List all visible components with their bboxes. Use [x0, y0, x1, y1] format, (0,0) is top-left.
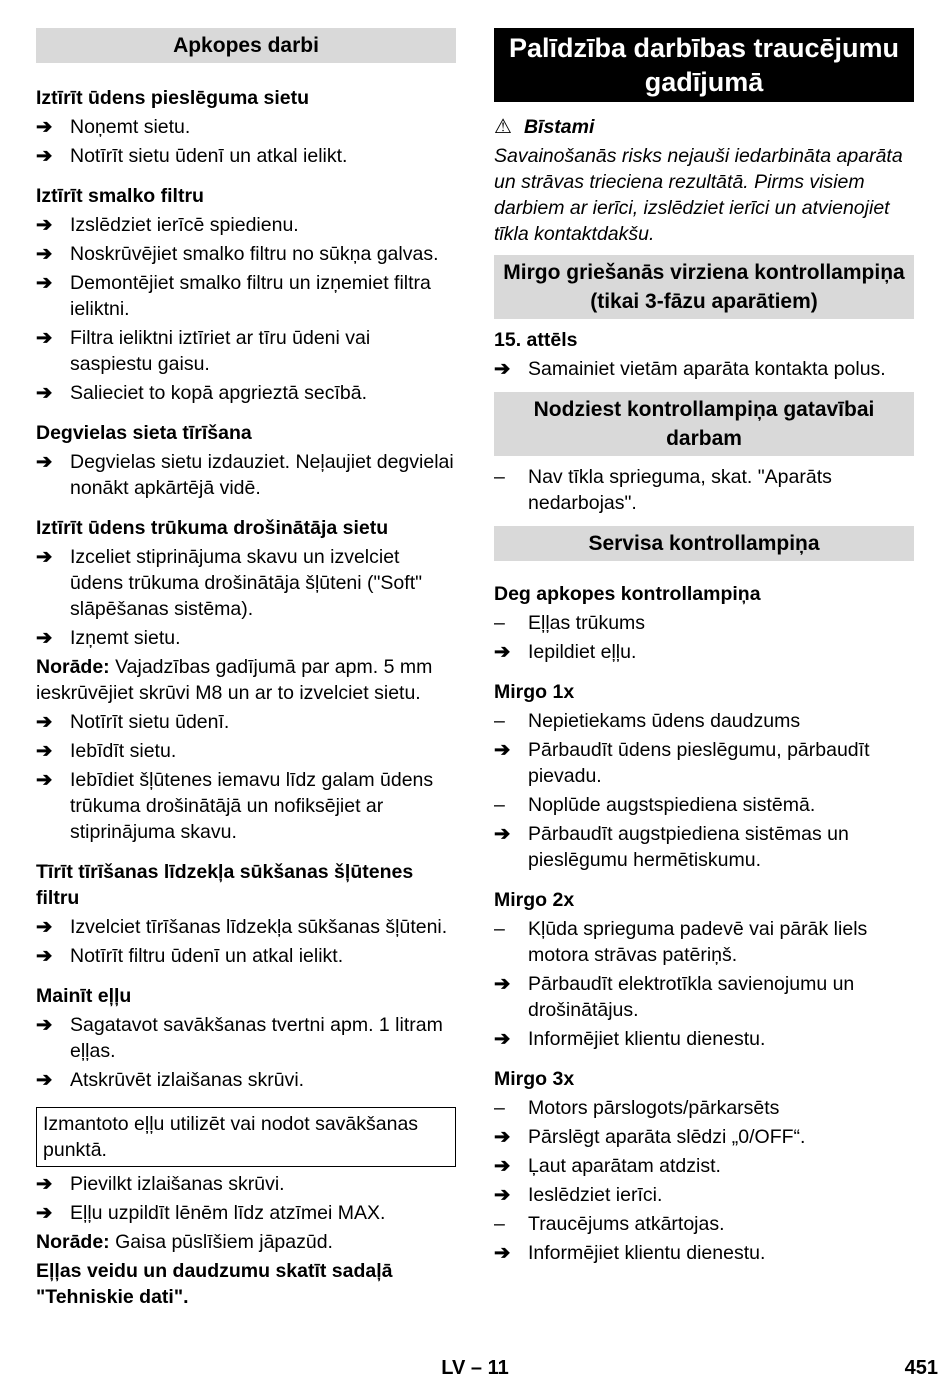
list-item	[36, 114, 456, 140]
arrow-right-icon: ➔	[494, 1126, 511, 1148]
list-item-text: Atskrūvēt izlaišanas skrūvi.	[70, 1069, 305, 1091]
fuel-sieve-steps	[36, 449, 456, 501]
note-2: Norāde: Gaisa pūslīšiem jāpazūd.	[36, 1231, 333, 1253]
list-item-text: Izceliet stiprinājuma skavu un izvelciet ūdens trūkuma drošinātāja šļūteni ("Soft" slāpēšanas sistēma).	[70, 546, 423, 620]
list-item-text: Pārbaudīt ūdens pieslēgumu, pārbaudīt pievadu.	[528, 739, 870, 787]
blink-2x-title: Mirgo 2x	[494, 889, 575, 911]
blink-1x-title: Mirgo 1x	[494, 681, 575, 703]
list-item	[36, 709, 456, 735]
arrow-right-icon: ➔	[494, 641, 511, 663]
water-shortage-sieve-title: Iztīrīt ūdens trūkuma drošinātāja sietu	[36, 517, 389, 539]
list-item-text: Kļūda sprieguma padevē vai pārāk liels motora strāvas patēriņš.	[528, 918, 868, 966]
list-item-text: Izņemt sietu.	[70, 627, 181, 649]
water-inlet-sieve-title: Iztīrīt ūdens pieslēguma sietu	[36, 87, 310, 109]
list-item-text: Nepietiekams ūdens daudzums	[528, 710, 801, 732]
list-item-text: Demontējiet smalko filtru un izņemiet filtra ieliktni.	[70, 272, 431, 320]
dash-bullet: –	[494, 1213, 505, 1235]
arrow-right-icon: ➔	[36, 627, 53, 649]
danger-text: Savainošanās risks nejauši iedarbināta aparāta un strāvas trieciena rezultātā. Pirms visiem darbiem ar ierīci, izslēdziet ierīci un atvienojiet tīkla kontaktdakšu.	[494, 145, 903, 245]
list-item	[36, 943, 456, 969]
list-item-text: Pārslēgt aparāta slēdzi „0/OFF“.	[528, 1126, 806, 1148]
water-inlet-sieve-steps	[36, 114, 456, 169]
figure-ref: 15. attēls	[494, 329, 578, 351]
right-column	[494, 28, 914, 1266]
list-item-text: Degvielas sietu izdauziet. Neļaujiet degvielai nonākt apkārtējā vidē.	[70, 451, 454, 499]
arrow-right-icon: ➔	[36, 145, 53, 167]
list-item-text: Noplūde augstspiediena sistēmā.	[528, 794, 816, 816]
water-shortage-steps-a	[36, 544, 456, 651]
dash-bullet: –	[494, 466, 505, 488]
list-item	[36, 914, 456, 940]
arrow-right-icon: ➔	[494, 973, 511, 995]
arrow-right-icon: ➔	[36, 451, 53, 473]
list-item-text: Informējiet klientu dienestu.	[528, 1028, 766, 1050]
arrow-right-icon: ➔	[36, 711, 53, 733]
list-item	[36, 143, 456, 169]
list-item-text: Nav tīkla sprieguma, skat. "Aparāts nedarbojas".	[528, 466, 832, 514]
left-column	[36, 28, 456, 1310]
page-label: LV – 11	[441, 1357, 509, 1379]
warning-triangle-icon: ⚠	[494, 116, 512, 138]
arrow-right-icon: ➔	[494, 1028, 511, 1050]
oil-change-steps-a	[36, 1012, 456, 1093]
ready-lamp-steps	[494, 464, 914, 516]
list-item-text: Informējiet klientu dienestu.	[528, 1242, 766, 1264]
blink-2x-steps	[494, 916, 914, 1052]
detergent-filter-title: Tīrīt tīrīšanas līdzekļa sūkšanas šļūtenes filtru	[36, 861, 414, 909]
maintenance-header: Apkopes darbi	[36, 28, 456, 63]
list-item	[494, 821, 914, 873]
list-item-text: Izslēdziet ierīcē spiedienu.	[70, 214, 299, 236]
list-item-text: Traucējums atkārtojas.	[528, 1213, 725, 1235]
arrow-right-icon: ➔	[36, 916, 53, 938]
fine-filter-steps	[36, 212, 456, 406]
oil-change-steps-b	[36, 1171, 456, 1226]
list-item-text: Iebīdīt sietu.	[70, 740, 177, 762]
list-item	[494, 1182, 914, 1208]
maintenance-lamp-title: Deg apkopes kontrollampiņa	[494, 583, 761, 605]
list-item	[36, 544, 456, 622]
oil-disposal-box: Izmantoto eļļu utilizēt vai nodot savākšanas punktā.	[36, 1107, 456, 1167]
blink-3x-steps	[494, 1095, 914, 1266]
detergent-filter-steps	[36, 914, 456, 969]
arrow-right-icon: ➔	[36, 1069, 53, 1091]
arrow-right-icon: ➔	[36, 214, 53, 236]
arrow-right-icon: ➔	[36, 769, 53, 791]
rotation-lamp-header: Mirgo griešanās virziena kontrollampiņa (tikai 3-fāzu aparātiem)	[494, 255, 914, 319]
list-item	[494, 1240, 914, 1266]
list-item-text: Ieslēdziet ierīci.	[528, 1184, 663, 1206]
list-item-text: Pārbaudīt augstpiediena sistēmas un pieslēgumu hermētiskumu.	[528, 823, 849, 871]
arrow-right-icon: ➔	[494, 739, 511, 761]
dash-bullet: –	[494, 612, 505, 634]
danger-title: ⚠ Bīstami	[494, 116, 595, 138]
list-item	[494, 708, 914, 734]
list-item-text: Izvelciet tīrīšanas līdzekļa sūkšanas šļūteni.	[70, 916, 448, 938]
arrow-right-icon: ➔	[494, 358, 511, 380]
list-item	[494, 1124, 914, 1150]
arrow-right-icon: ➔	[494, 1242, 511, 1264]
list-item-text: Eļļas trūkums	[528, 612, 646, 634]
list-item	[494, 464, 914, 516]
arrow-right-icon: ➔	[494, 1184, 511, 1206]
list-item-text: Notīrīt filtru ūdenī un atkal ielikt.	[70, 945, 344, 967]
list-item	[494, 971, 914, 1023]
fuel-sieve-title: Degvielas sieta tīrīšana	[36, 422, 252, 444]
arrow-right-icon: ➔	[494, 823, 511, 845]
arrow-right-icon: ➔	[36, 546, 53, 568]
list-item	[36, 625, 456, 651]
list-item	[494, 610, 914, 636]
list-item	[36, 449, 456, 501]
list-item-text: Notīrīt sietu ūdenī un atkal ielikt.	[70, 145, 348, 167]
oil-change-title: Mainīt eļļu	[36, 985, 132, 1007]
arrow-right-icon: ➔	[494, 1155, 511, 1177]
maintenance-lamp-steps	[494, 610, 914, 665]
list-item	[494, 1153, 914, 1179]
list-item-text: Ļaut aparātam atdzist.	[528, 1155, 721, 1177]
arrow-right-icon: ➔	[36, 740, 53, 762]
service-lamp-header: Servisa kontrollampiņa	[494, 526, 914, 561]
list-item	[494, 356, 914, 382]
list-item-text: Salieciet to kopā apgrieztā secībā.	[70, 382, 368, 404]
ready-lamp-header: Nodziest kontrollampiņa gatavībai darbam	[494, 392, 914, 456]
arrow-right-icon: ➔	[36, 243, 53, 265]
blink-1x-steps	[494, 708, 914, 873]
page-number: 451	[904, 1357, 938, 1379]
list-item	[494, 737, 914, 789]
arrow-right-icon: ➔	[36, 116, 53, 138]
list-item-text: Filtra ieliktni iztīriet ar tīru ūdeni vai saspiestu gaisu.	[70, 327, 371, 375]
list-item	[494, 1095, 914, 1121]
list-item-text: Noskrūvējiet smalko filtru no sūkņa galvas.	[70, 243, 439, 265]
list-item-text: Notīrīt sietu ūdenī.	[70, 711, 230, 733]
arrow-right-icon: ➔	[36, 382, 53, 404]
list-item	[36, 241, 456, 267]
list-item	[494, 1211, 914, 1237]
list-item	[36, 325, 456, 377]
dash-bullet: –	[494, 794, 505, 816]
fine-filter-title: Iztīrīt smalko filtru	[36, 185, 204, 207]
list-item	[36, 270, 456, 322]
list-item-text: Motors pārslogots/pārkarsēts	[528, 1097, 780, 1119]
list-item	[494, 792, 914, 818]
list-item	[36, 1171, 456, 1197]
water-shortage-steps-b	[36, 709, 456, 845]
note-1: Norāde: Vajadzības gadījumā par apm. 5 mm ieskrūvējiet skrūvi M8 un ar to izvelciet sietu.	[36, 656, 433, 704]
list-item	[36, 212, 456, 238]
arrow-right-icon: ➔	[36, 945, 53, 967]
list-item-text: Pārbaudīt elektrotīkla savienojumu un drošinātājus.	[528, 973, 855, 1021]
dash-bullet: –	[494, 710, 505, 732]
list-item	[36, 1067, 456, 1093]
arrow-right-icon: ➔	[36, 1014, 53, 1036]
list-item-text: Sagatavot savākšanas tvertni apm. 1 litram eļļas.	[70, 1014, 443, 1062]
arrow-right-icon: ➔	[36, 1173, 53, 1195]
list-item-text: Eļļu uzpildīt lēnēm līdz atzīmei MAX.	[70, 1202, 386, 1224]
list-item-text: Iepildiet eļļu.	[528, 641, 637, 663]
dash-bullet: –	[494, 918, 505, 940]
list-item	[36, 767, 456, 845]
list-item-text: Pievilkt izlaišanas skrūvi.	[70, 1173, 285, 1195]
list-item-text: Noņemt sietu.	[70, 116, 191, 138]
troubleshooting-header: Palīdzība darbības traucējumu gadījumā	[494, 28, 914, 102]
list-item	[494, 916, 914, 968]
arrow-right-icon: ➔	[36, 327, 53, 349]
list-item	[494, 639, 914, 665]
technical-data-reference: Eļļas veidu un daudzumu skatīt sadaļā "Tehniskie dati".	[36, 1260, 393, 1308]
arrow-right-icon: ➔	[36, 272, 53, 294]
dash-bullet: –	[494, 1097, 505, 1119]
list-item	[36, 1012, 456, 1064]
list-item	[36, 380, 456, 406]
arrow-right-icon: ➔	[36, 1202, 53, 1224]
rotation-lamp-steps	[494, 356, 914, 382]
list-item	[36, 738, 456, 764]
list-item-text: Iebīdiet šļūtenes iemavu līdz galam ūdens trūkuma drošinātājā un nofiksējiet ar stiprinājuma skavu.	[70, 769, 434, 843]
blink-3x-title: Mirgo 3x	[494, 1068, 575, 1090]
list-item	[36, 1200, 456, 1226]
list-item	[494, 1026, 914, 1052]
list-item-text: Samainiet vietām aparāta kontakta polus.	[528, 358, 886, 380]
